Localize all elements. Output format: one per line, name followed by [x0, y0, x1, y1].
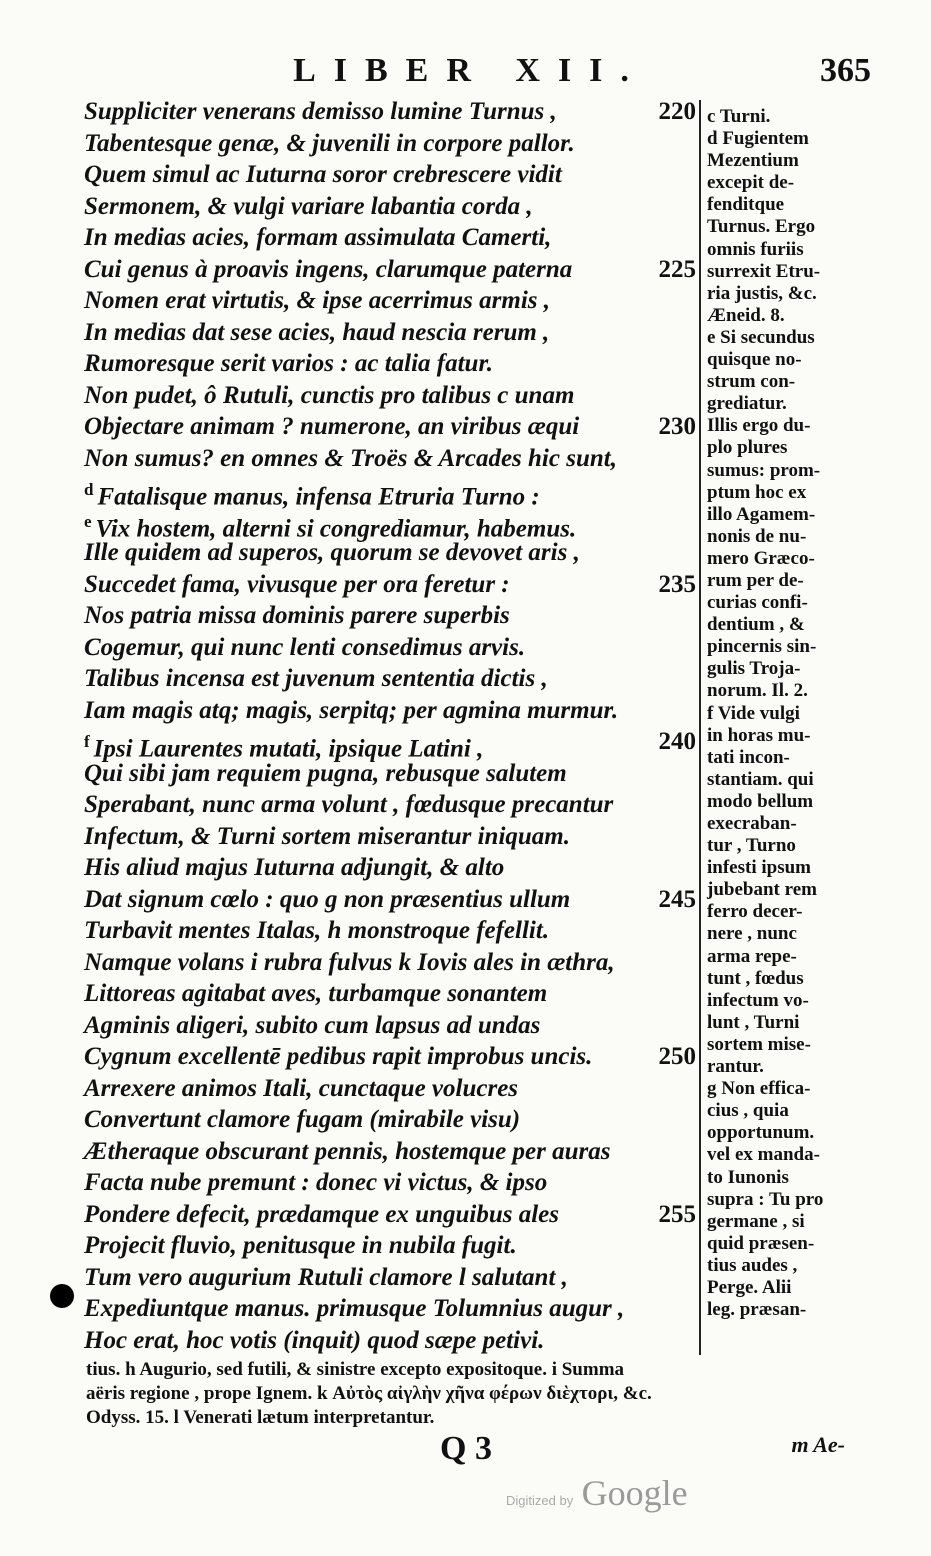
verse-text: Tabentesque genæ, & juvenili in corpore pallor.: [84, 129, 575, 157]
verse-text: Iam magis atq; magis, serpitq; per agmina murmur.: [84, 696, 619, 724]
verse-line: [84, 159, 696, 191]
margin-note-line: omnis furiis: [707, 238, 804, 260]
verse-line: [84, 758, 696, 790]
margin-note-line: tur , Turno: [707, 835, 796, 857]
catchword: m Ae-: [791, 1432, 845, 1457]
verse-text: Objectare animam ? numerone, an viribus æqui: [84, 413, 580, 440]
verse-line: [84, 411, 696, 443]
margin-note-line: sortem mise-: [707, 1033, 811, 1055]
margin-note-line: in horas mu-: [707, 724, 811, 746]
verse-text: Infectum, & Turni sortem miserantur iniquam.: [84, 822, 570, 850]
verse-line: [84, 569, 696, 601]
margin-note-line: norum. Il. 2.: [707, 680, 808, 702]
verse-text: Projecit fluvio, penitusque in nubila fugit.: [84, 1232, 517, 1259]
verse-text: Expediuntque manus. primusque Tolumnius augur ,: [84, 1295, 625, 1322]
margin-note-line: infesti ipsum: [707, 857, 811, 879]
margin-note-line: f Vide vulgi: [707, 702, 800, 724]
margin-note-line: stantiam. qui: [707, 768, 814, 790]
ink-blot: [50, 1284, 74, 1308]
verse-text: His aliud majus Iuturna adjungit, & alto: [84, 854, 505, 881]
verse-text: Non sumus? en omnes & Troës & Arcades hic sunt,: [84, 444, 617, 472]
verse-text: Ætheraque obscurant pennis, hostemque per auras: [84, 1137, 611, 1165]
margin-note-line: supra : Tu pro: [707, 1188, 824, 1210]
verse-text: Turbavit mentes Italas, h monstroque fefellit.: [84, 917, 550, 944]
line-number: 255: [658, 1200, 696, 1228]
line-number: 245: [658, 885, 696, 913]
margin-note-line: dentium , &: [707, 614, 805, 636]
margin-note-line: d Fugientem: [707, 128, 809, 150]
verse-text: Facta nube premunt : donec vi victus, & ipso: [84, 1169, 548, 1196]
margin-note-line: gulis Troja-: [707, 658, 801, 680]
margin-note-line: mero Græco-: [707, 547, 815, 569]
verse-text: Cui genus à proavis ingens, clarumque paterna: [84, 255, 573, 283]
margin-notes: [707, 106, 849, 1321]
verse-line: [84, 474, 696, 511]
line-number: 230: [658, 413, 696, 440]
verse-text: Agminis aligeri, subito cum lapsus ad undas: [84, 1011, 541, 1039]
margin-note-line: Æneid. 8.: [707, 304, 785, 326]
margin-note-line: nonis de nu-: [707, 525, 807, 547]
verse-line: [84, 947, 696, 979]
verse-line: [84, 254, 696, 286]
verse-line: [84, 632, 696, 664]
note-marker: d: [84, 480, 94, 499]
verse-line: [84, 915, 696, 947]
verse-text: Ipsi Laurentes mutati, ipsique Latini ,: [93, 735, 484, 763]
margin-note-line: nere , nunc: [707, 923, 797, 945]
margin-note-line: ria justis, &c.: [707, 282, 817, 304]
digitized-prefix: Digitized by: [506, 1493, 574, 1508]
margin-note-line: tunt , fœdus: [707, 967, 804, 989]
margin-note-line: Illis ergo du-: [707, 415, 811, 437]
margin-note-line: ferro decer-: [707, 901, 803, 923]
verse-line: [84, 1104, 696, 1136]
margin-note-line: strum con-: [707, 371, 796, 393]
verse-line: [84, 1199, 696, 1231]
margin-note-line: quid præsen-: [707, 1232, 815, 1254]
line-number: 225: [658, 255, 696, 283]
verse-line: [84, 663, 696, 695]
margin-note-line: modo bellum: [707, 790, 814, 812]
verse-column: [84, 96, 696, 1356]
verse-line: [84, 1262, 696, 1294]
verse-text: Succedet fama, vivusque per ora feretur :: [84, 570, 510, 598]
verse-text: Cogemur, qui nunc lenti consedimus arvis.: [84, 633, 526, 661]
column-rule: [699, 100, 701, 1355]
verse-text: In medias acies, formam assimulata Camerti,: [84, 224, 552, 251]
verse-text: Sermonem, & vulgi variare labantia corda ,: [84, 192, 533, 220]
margin-note-line: jubebant rem: [707, 879, 817, 901]
margin-note-line: rantur.: [707, 1056, 764, 1078]
footnote-line: Odyss. 15. l Venerati lætum interpretantur.: [86, 1407, 435, 1428]
line-number: 240: [658, 728, 696, 755]
verse-text: Rumoresque serit varios : ac talia fatur.: [84, 350, 494, 377]
verse-line: [84, 1167, 696, 1199]
verse-text: Vix hostem, alterni si congrediamur, habemus.: [95, 514, 577, 542]
margin-note-line: illo Agamem-: [707, 503, 816, 525]
margin-note-line: fenditque: [707, 194, 785, 216]
verse-text: Hoc erat, hoc votis (inquit) quod sæpe petivi.: [84, 1326, 545, 1354]
verse-line: [84, 1010, 696, 1042]
verse-line: [84, 443, 696, 475]
verse-line: [84, 695, 696, 727]
verse-line: [84, 1230, 696, 1262]
verse-text: Ille quidem ad superos, quorum se devovet aris ,: [84, 539, 580, 566]
verse-line: [84, 222, 696, 254]
verse-line: [84, 852, 696, 884]
verse-text: Tum vero augurium Rutuli clamore l salutant ,: [84, 1263, 568, 1291]
verse-text: Non pudet, ô Rutuli, cunctis pro talibus c unam: [84, 381, 575, 409]
margin-note-line: rum per de-: [707, 569, 804, 591]
verse-text: Qui sibi jam requiem pugna, rebusque salutem: [84, 759, 567, 787]
margin-note-line: opportunum.: [707, 1122, 815, 1144]
verse-text: Littoreas agitabat aves, turbamque sonantem: [84, 980, 548, 1007]
margin-note-line: curias confi-: [707, 592, 808, 614]
verse-line: [84, 128, 696, 160]
verse-text: Dat signum cœlo : quo g non præsentius ullum: [84, 885, 571, 913]
line-number: 250: [658, 1043, 696, 1070]
verse-line: [84, 884, 696, 916]
verse-text: Suppliciter venerans demisso lumine Turnus ,: [84, 98, 557, 125]
margin-note-line: Mezentium: [707, 150, 799, 172]
verse-line: [84, 317, 696, 349]
verse-line: [84, 285, 696, 317]
note-marker: e: [84, 511, 92, 531]
verse-text: Talibus incensa est juvenum sententia dictis ,: [84, 665, 548, 692]
line-number: 235: [658, 570, 696, 598]
margin-note-line: quisque no-: [707, 349, 802, 371]
verse-line: [84, 1073, 696, 1105]
verse-text: Namque volans i rubra fulvus k Iovis ales in æthra,: [84, 948, 615, 976]
verse-text: Fatalisque manus, infensa Etruria Turno :: [97, 483, 540, 511]
verse-line: [84, 1136, 696, 1168]
margin-note-line: tius audes ,: [707, 1254, 798, 1276]
verse-text: Arrexere animos Itali, cunctaque volucres: [84, 1074, 519, 1102]
verse-line: [84, 537, 696, 569]
page-number: 365: [820, 52, 871, 89]
verse-text: Nos patria missa dominis parere superbis: [84, 602, 510, 629]
running-head: LIBER XII.: [293, 52, 647, 89]
margin-note-line: to Iunonis: [707, 1166, 789, 1188]
margin-note-line: Turnus. Ergo: [707, 216, 816, 238]
verse-line: [84, 348, 696, 380]
margin-note-line: pincernis sin-: [707, 636, 817, 658]
verse-line: [84, 506, 696, 542]
verse-line: [84, 726, 696, 763]
digitized-watermark: [506, 1472, 688, 1514]
margin-note-line: germane , si: [707, 1210, 805, 1232]
margin-note-line: sumus: prom-: [707, 459, 821, 481]
signature-mark: Q 3: [440, 1430, 492, 1467]
verse-line: [84, 1041, 696, 1073]
margin-note-line: arma repe-: [707, 945, 797, 967]
margin-note-line: g Non effica-: [707, 1078, 811, 1100]
margin-note-line: infectum vo-: [707, 989, 809, 1011]
margin-note-line: cius , quia: [707, 1100, 789, 1122]
verse-line: [84, 978, 696, 1010]
margin-note-line: lunt , Turni: [707, 1011, 800, 1033]
margin-note-line: execraban-: [707, 813, 797, 834]
verse-line: [84, 1293, 696, 1325]
verse-text: Convertunt clamore fugam (mirabile visu): [84, 1106, 521, 1133]
margin-note-line: plo plures: [707, 437, 788, 459]
margin-note-line: tati incon-: [707, 746, 790, 768]
verse-line: [84, 789, 696, 821]
verse-text: Sperabant, nunc arma volunt , fœdusque precantur: [84, 791, 614, 818]
verse-text: In medias dat sese acies, haud nescia rerum ,: [84, 318, 550, 346]
margin-note-line: vel ex manda-: [707, 1144, 820, 1166]
footnotes: [86, 1358, 846, 1430]
margin-note-line: surrexit Etru-: [707, 260, 821, 282]
footnote-line: aëris regione , prope Ignem. k Αὐτὸς αἰγλὴν χῆνα φέρων διὲχτορι, &c.: [86, 1383, 652, 1404]
verse-text: Quem simul ac Iuturna soror crebrescere vidit: [84, 161, 562, 188]
google-logo: Google: [581, 1473, 688, 1513]
verse-text: Pondere defecit, prædamque ex unguibus ales: [84, 1200, 559, 1228]
margin-note-line: ptum hoc ex: [707, 481, 807, 503]
verse-line: [84, 96, 696, 128]
margin-note-line: e Si secundus: [707, 326, 815, 348]
verse-line: [84, 191, 696, 223]
note-marker: f: [84, 732, 90, 751]
line-number: 220: [658, 98, 696, 125]
margin-note-line: leg. præsan-: [707, 1299, 807, 1321]
margin-note-line: excepit de-: [707, 172, 795, 194]
margin-note-line: Perge. Alii: [707, 1276, 792, 1298]
verse-text: Nomen erat virtutis, & ipse acerrimus armis ,: [84, 287, 551, 314]
verse-line: [84, 821, 696, 853]
verse-text: Cygnum excellentē pedibus rapit improbus uncis.: [84, 1043, 593, 1070]
margin-note-line: c Turni.: [707, 106, 771, 127]
verse-line: [84, 380, 696, 412]
margin-note-line: grediatur.: [707, 393, 787, 415]
verse-line: [84, 1325, 696, 1357]
footnote-line: tius. h Augurio, sed futili, & sinistre excepto expositoque. i Summa: [86, 1359, 625, 1380]
verse-line: [84, 600, 696, 632]
